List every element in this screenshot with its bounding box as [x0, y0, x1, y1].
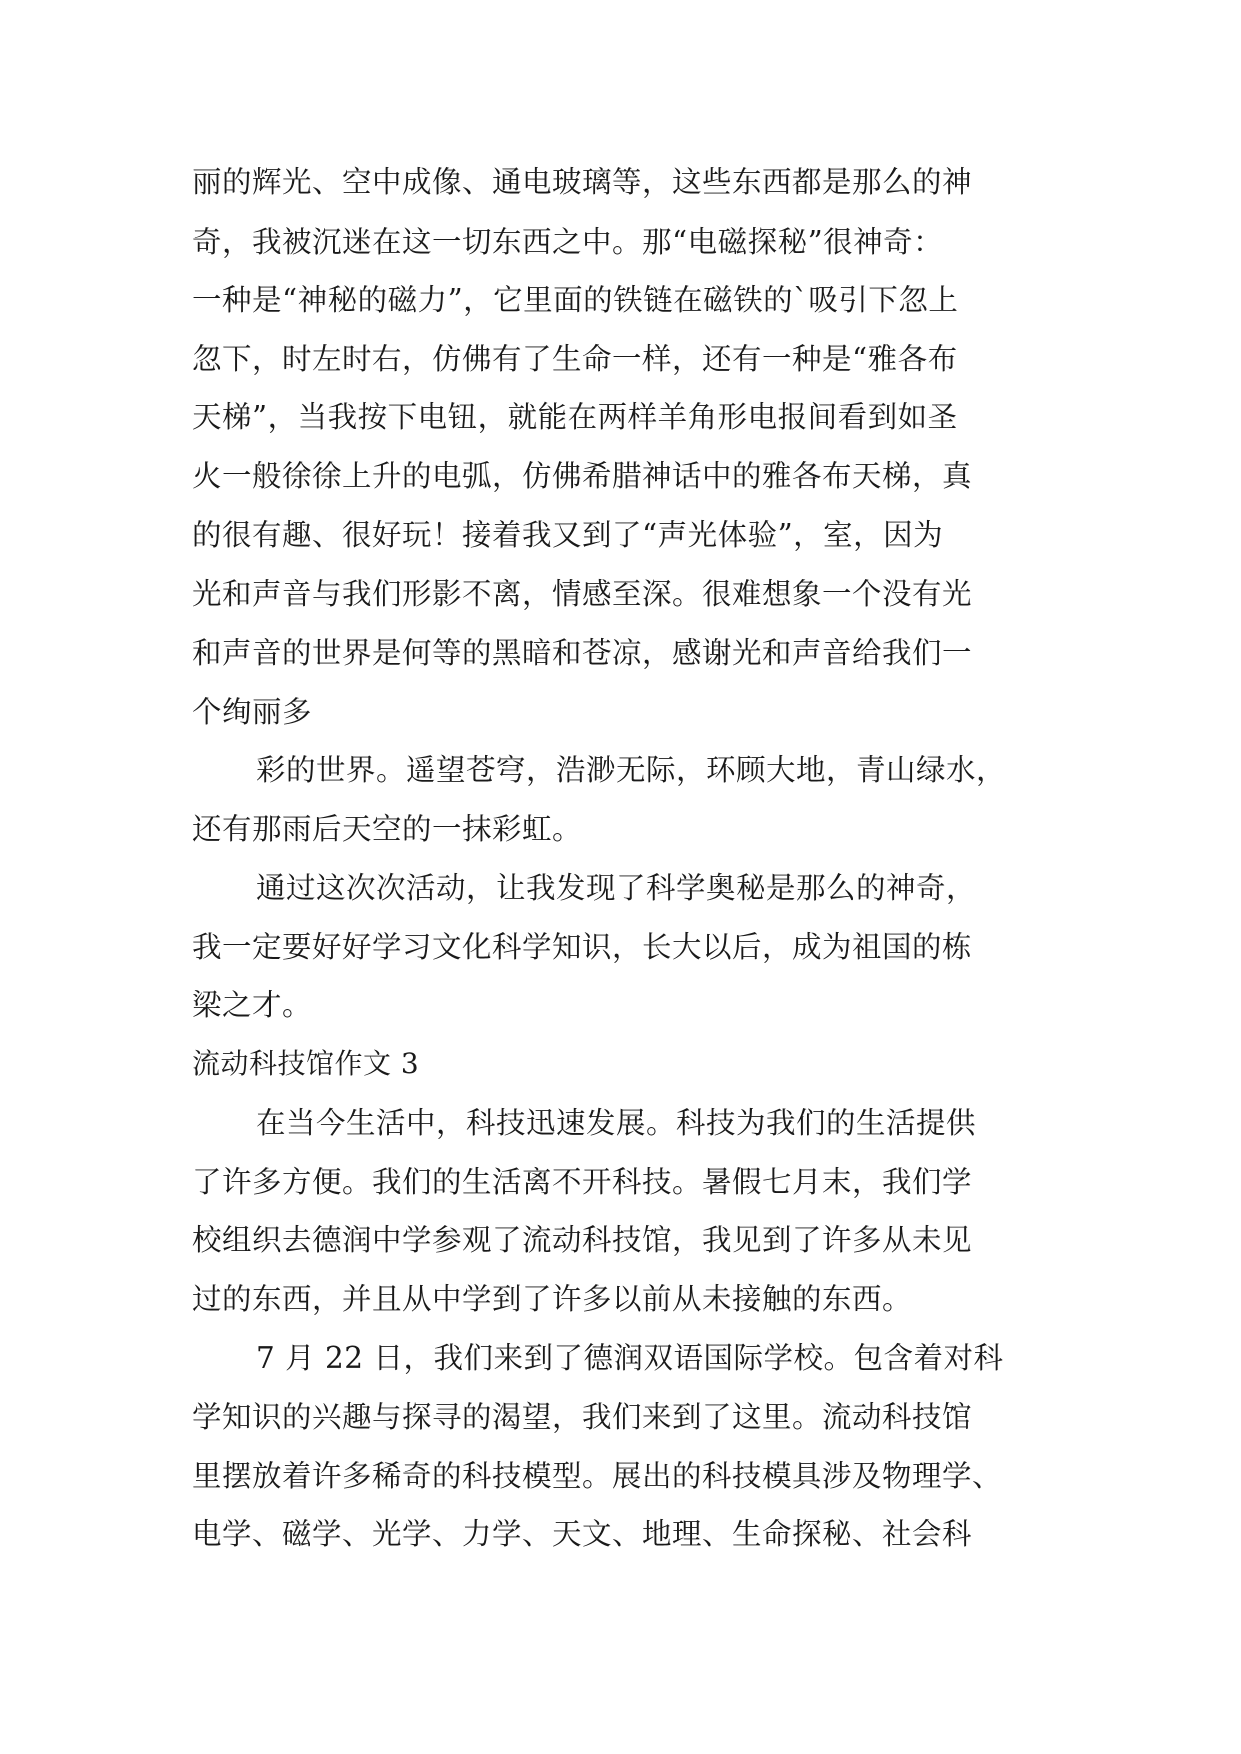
text-line: 里摆放着许多稀奇的科技模型。展出的科技模具涉及物理学、 — [192, 1459, 1003, 1493]
paragraph-start: 彩的世界。遥望苍穹，浩渺无际，环顾大地，青山绿水， — [256, 753, 1007, 787]
paragraph-start: 在当今生活中，科技迅速发展。科技为我们的生活提供 — [256, 1106, 977, 1140]
text-line: 电学、磁学、光学、力学、天文、地理、生命探秘、社会科 — [192, 1517, 973, 1551]
text-line: 过的东西，并且从中学到了许多以前从未接触的东西。 — [192, 1282, 913, 1316]
text-line: 梁之才。 — [192, 988, 313, 1022]
text-line: 一种是“神秘的磁力”，它里面的铁链在磁铁的`吸引下忽上 — [192, 283, 959, 317]
text-line: 奇，我被沉迷在这一切东西之中。那“电磁探秘”很神奇： — [192, 225, 944, 259]
text-line: 了许多方便。我们的生活离不开科技。暑假七月末，我们学 — [192, 1165, 973, 1199]
text-line: 和声音的世界是何等的黑暗和苍凉，感谢光和声音给我们一 — [192, 636, 973, 670]
paragraph-start: 通过这次次活动，让我发现了科学奥秘是那么的神奇， — [256, 871, 977, 905]
text-line: 的很有趣、很好玩！接着我又到了“声光体验”，室，因为 — [192, 518, 944, 552]
text-line: 我一定要好好学习文化科学知识，长大以后，成为祖国的栋 — [192, 930, 973, 964]
text-line: 学知识的兴趣与探寻的渴望，我们来到了这里。流动科技馆 — [192, 1400, 973, 1434]
text-line: 个绚丽多 — [192, 695, 313, 729]
text-line: 校组织去德润中学参观了流动科技馆，我见到了许多从未见 — [192, 1223, 973, 1257]
paragraph-start: 7 月 22 日，我们来到了德润双语国际学校。包含着对科 — [256, 1341, 1004, 1375]
text-line: 火一般徐徐上升的电弧，仿佛希腊神话中的雅各布天梯，真 — [192, 459, 973, 493]
text-line: 光和声音与我们形影不离，情感至深。很难想象一个没有光 — [192, 577, 973, 611]
section-title: 流动科技馆作文 3 — [192, 1047, 420, 1080]
text-line: 丽的辉光、空中成像、通电玻璃等，这些东西都是那么的神 — [192, 165, 973, 199]
text-line: 还有那雨后天空的一抹彩虹。 — [192, 812, 583, 846]
text-line: 忽下，时左时右，仿佛有了生命一样，还有一种是“雅各布 — [192, 342, 958, 376]
text-line: 天梯”，当我按下电钮，就能在两样羊角形电报间看到如圣 — [192, 400, 958, 434]
